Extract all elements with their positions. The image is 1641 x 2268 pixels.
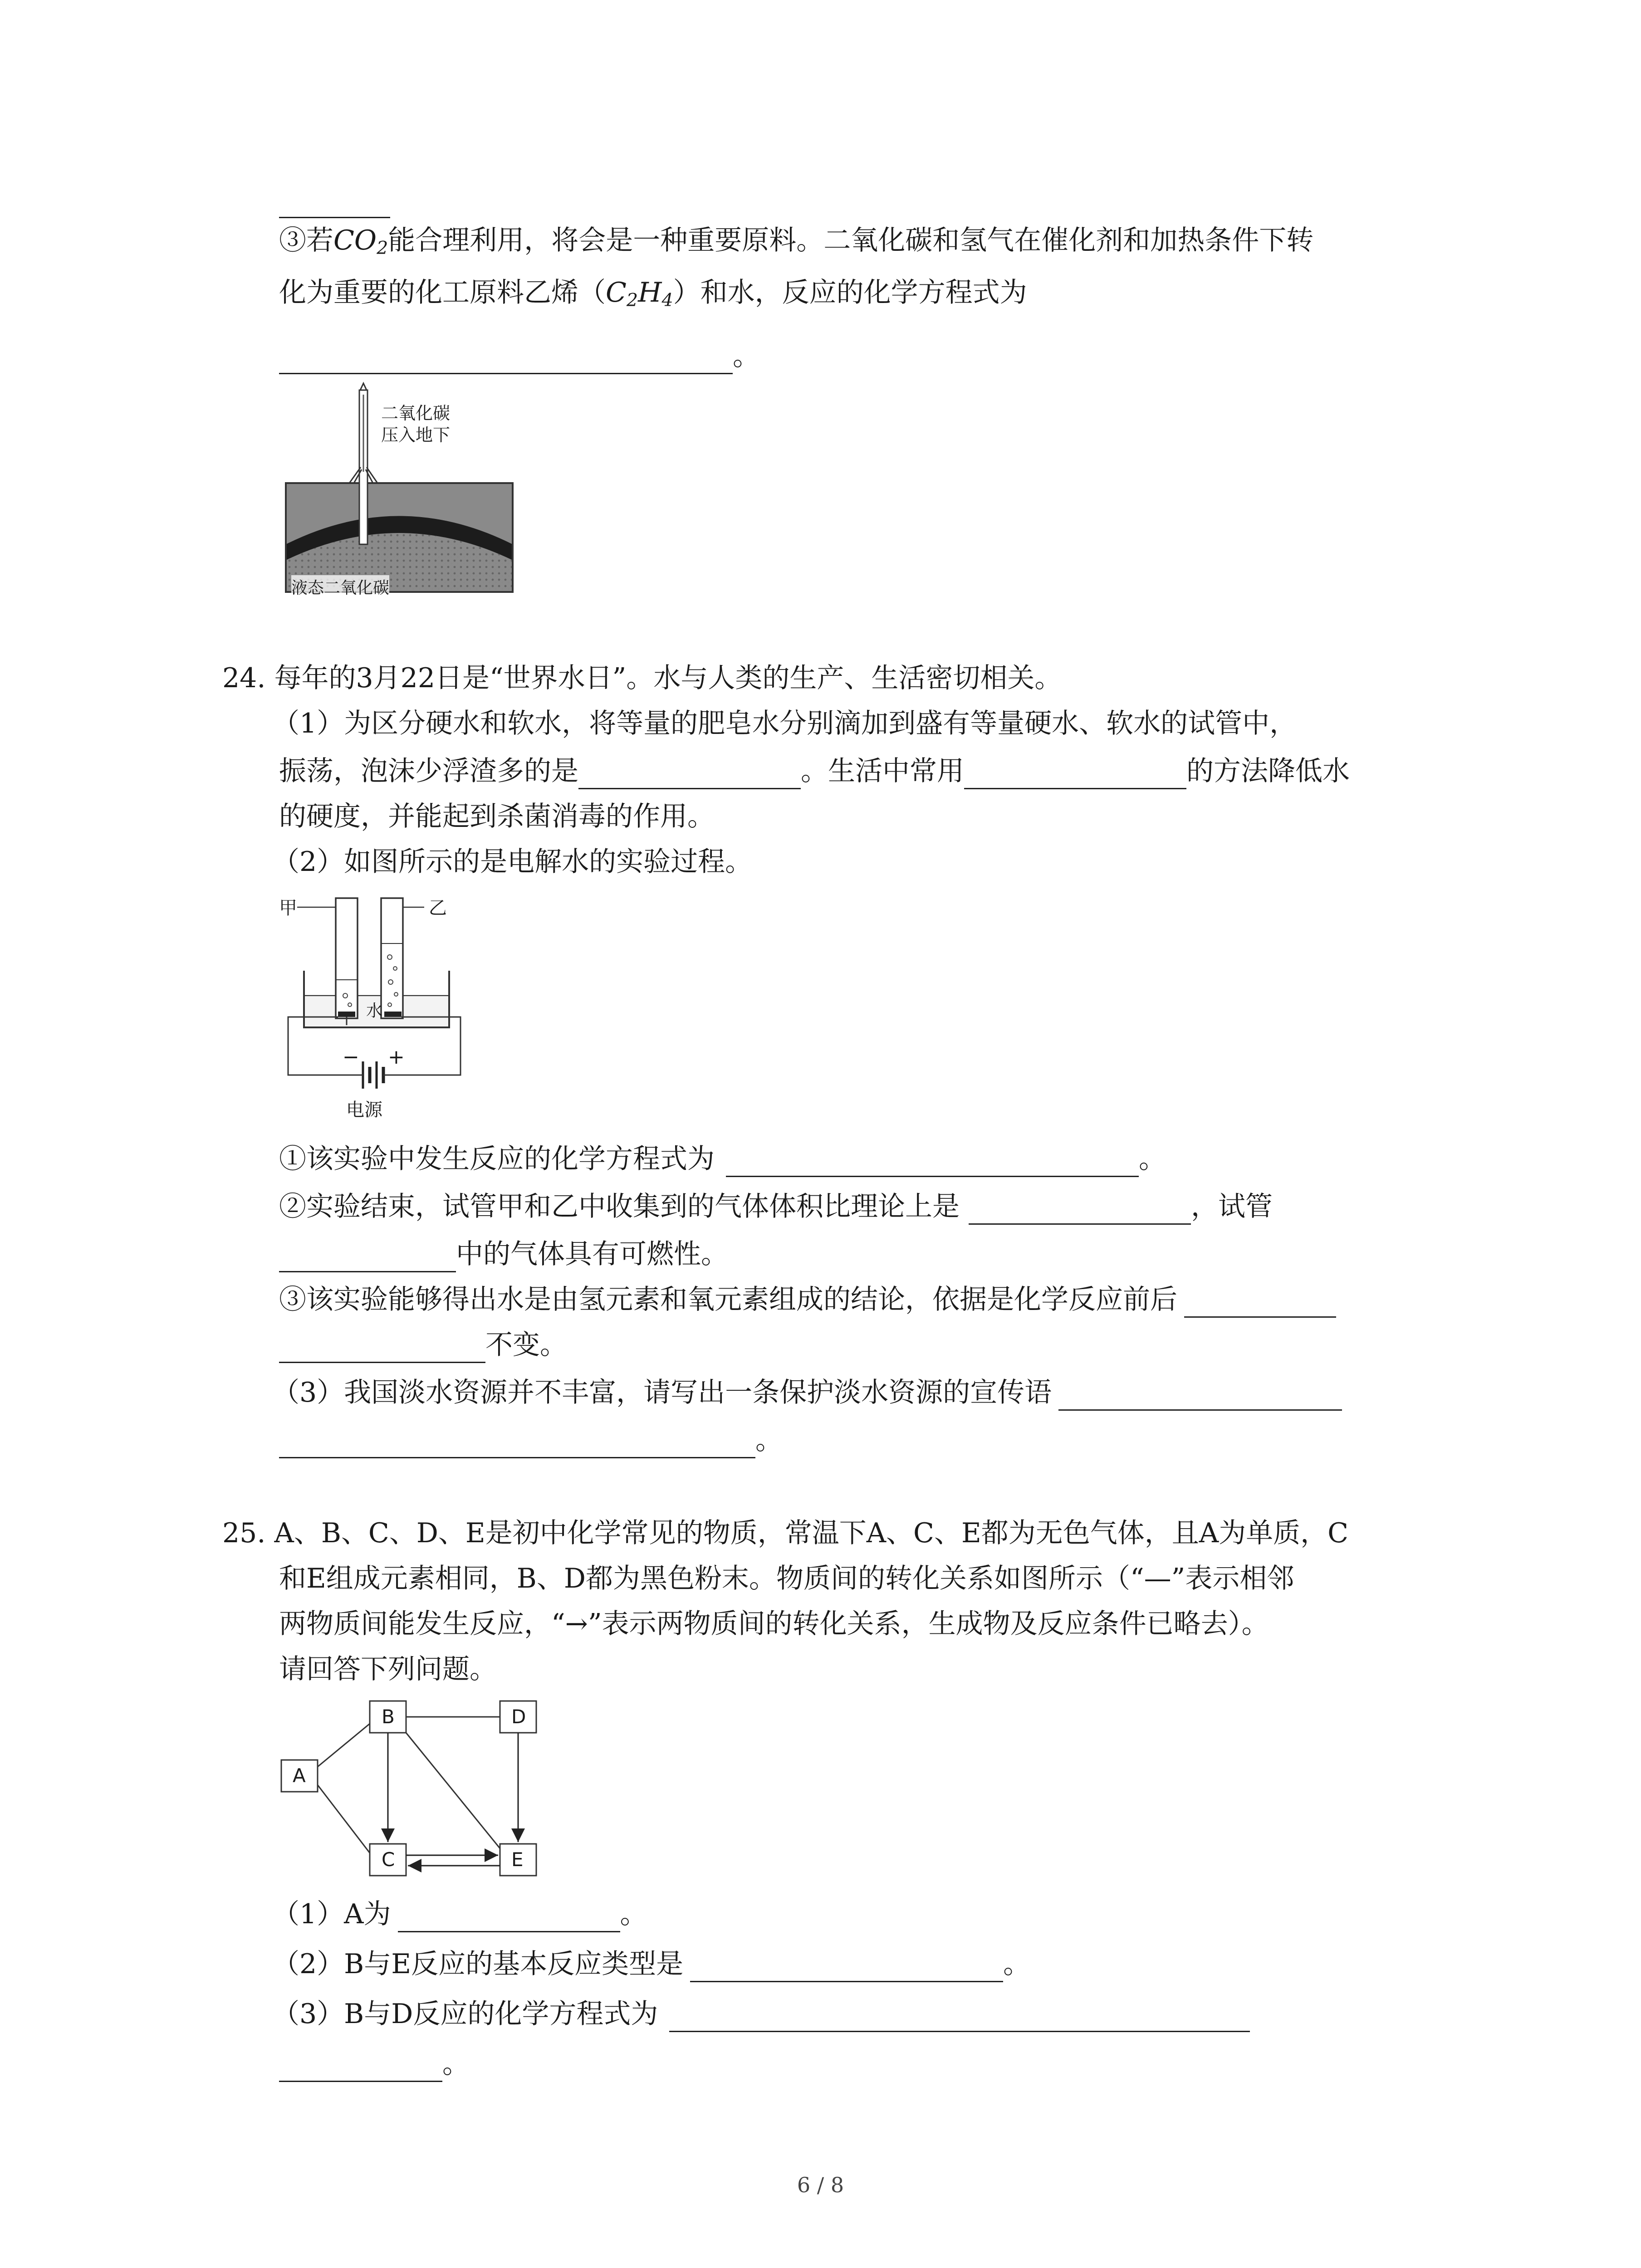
co2-label-top-2: 压入地下	[381, 425, 451, 445]
q24-stem: 24. 每年的3月22日是“世界水日”。水与人类的生产、生活密切相关。	[222, 662, 1062, 694]
co2-label-bottom: 液态二氧化碳	[291, 575, 389, 598]
substance-relation-diagram	[279, 1699, 542, 1880]
q25-p3-line1: （3）B与D反应的化学方程式为	[272, 1996, 1250, 2032]
q24-s3-line1: ③该实验能够得出水是由氢元素和氧元素组成的结论，依据是化学反应前后	[279, 1281, 1336, 1318]
q23-item3-line2: 化为重要的化工原料乙烯$(C_2H_4)$和水，反应的化学方程式为	[279, 277, 1027, 311]
q24-s2-line2: 中的气体具有可燃性。	[279, 1236, 728, 1272]
co2-storage-figure	[281, 381, 517, 599]
answer-blank[interactable]	[279, 1429, 755, 1458]
minus-label: −	[343, 1046, 359, 1069]
tube-label-yi: 乙	[429, 898, 447, 919]
water-label: 水	[366, 1002, 383, 1020]
answer-blank[interactable]	[964, 760, 1186, 789]
q25-p2: （2）B与E反应的基本反应类型是 。	[272, 1946, 1030, 1982]
q25-p1: （1）A为 。	[272, 1896, 647, 1932]
answer-blank[interactable]	[279, 1243, 456, 1272]
q25-stem-line4: 请回答下列问题。	[279, 1653, 497, 1685]
q24-p3-line2: 。	[279, 1422, 783, 1458]
power-label: 电源	[346, 1100, 382, 1120]
q24-p1-line2: 振荡，泡沫少浮渣多的是 。生活中常用 的方法降低水	[279, 753, 1350, 789]
q23-item3-line1: ③若$CO_2$能合理利用，将会是一种重要原料。二氧化碳和氢气在催化剂和加热条件下转	[279, 225, 1314, 259]
answer-blank[interactable]	[398, 1903, 620, 1932]
q24-p2: （2）如图所示的是电解水的实验过程。	[272, 846, 753, 878]
answer-blank[interactable]	[279, 2053, 442, 2082]
q25-stem-line2: 和E组成元素相同，B、D都为黑色粉末。物质间的转化关系如图所示（“—”表示相邻	[279, 1563, 1294, 1594]
q24-p1-line1: （1）为区分硬水和软水，将等量的肥皂水分别滴加到盛有等量硬水、软水的试管中，	[272, 708, 1297, 739]
answer-blank[interactable]	[969, 1195, 1191, 1225]
co2-label-top-1: 二氧化碳	[381, 403, 451, 423]
answer-blank[interactable]	[279, 345, 733, 374]
plus-label: +	[388, 1046, 405, 1069]
q25-stem-line1: 25. A、B、C、D、E是初中化学常见的物质，常温下A、C、E都为无色气体，且A为单质，C	[222, 1517, 1348, 1549]
q24-p1-line3: 的硬度，并能起到杀菌消毒的作用。	[279, 801, 715, 832]
page-number: 6 / 8	[797, 2173, 844, 2197]
answer-blank[interactable]	[578, 760, 801, 789]
node-label-d: D	[511, 1706, 526, 1728]
node-label-c: C	[382, 1848, 395, 1871]
answer-blank[interactable]	[690, 1953, 1003, 1982]
answer-blank[interactable]	[1184, 1288, 1336, 1318]
q25-stem-line3: 两物质间能发生反应，“→”表示两物质间的转化关系，生成物及反应条件已略去）。	[279, 1608, 1269, 1640]
answer-blank[interactable]	[1058, 1381, 1342, 1411]
q24-s3-line2: 不变。	[279, 1327, 567, 1363]
answer-blank[interactable]	[726, 1148, 1139, 1177]
relation-graph	[279, 1699, 542, 1880]
q25-p3-line2: 。	[279, 2046, 470, 2082]
answer-blank[interactable]	[279, 1334, 485, 1363]
answer-blank[interactable]	[669, 2003, 1250, 2032]
q24-s1: ①该实验中发生反应的化学方程式为 。	[279, 1141, 1166, 1177]
q24-s2-line1: ②实验结束，试管甲和乙中收集到的气体体积比理论上是 ，试管	[279, 1188, 1273, 1225]
tube-label-jia: 甲	[279, 898, 297, 919]
electrolysis-figure	[279, 889, 474, 1125]
q23-item3-answer-line: 。	[279, 338, 760, 374]
node-label-e: E	[511, 1848, 524, 1871]
node-label-b: B	[382, 1706, 395, 1728]
node-label-a: A	[293, 1765, 306, 1787]
answer-blank[interactable]	[279, 217, 390, 218]
q24-p3-line1: （3）我国淡水资源并不丰富，请写出一条保护淡水资源的宣传语	[272, 1374, 1342, 1411]
